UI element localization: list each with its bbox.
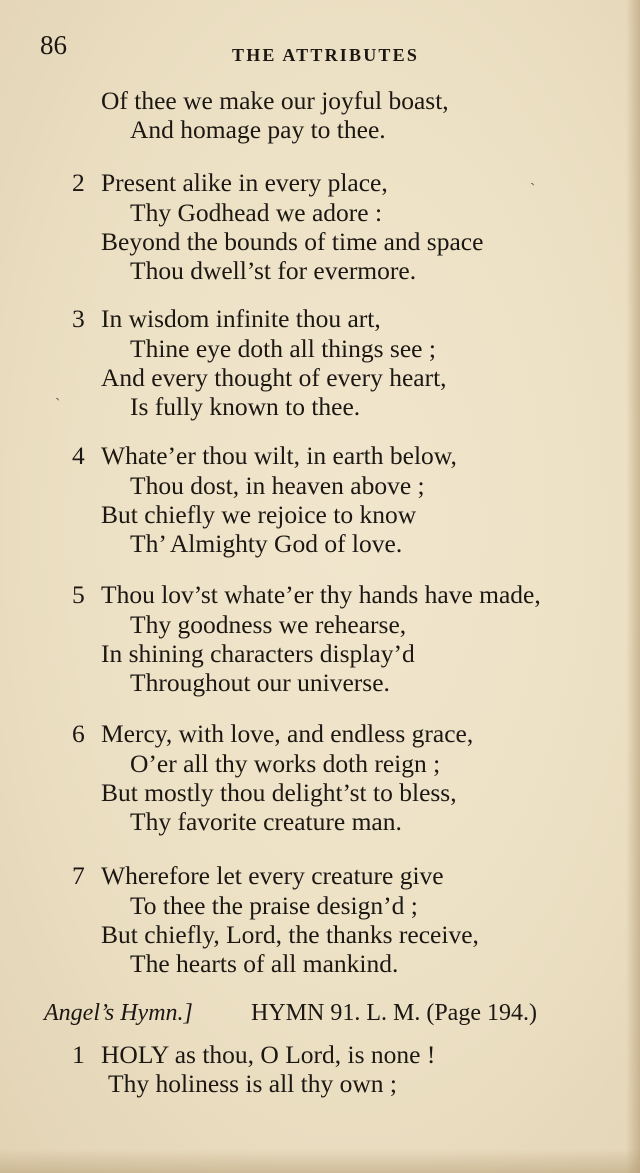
verse-line: Thy goodness we rehearse, [130,610,407,639]
verse-line: Of thee we make our joyful boast, [101,86,449,115]
page-edge-shadow [626,0,640,1173]
stanza-number: 6 [72,719,85,748]
verse-line: Thine eye doth all things see ; [130,334,436,363]
paper-speck: ˋ [530,181,536,198]
verse-line: Beyond the bounds of time and space [101,227,484,256]
verse-line: Thy holiness is all thy own ; [108,1069,397,1098]
page-number: 86 [40,30,67,60]
running-head: THE ATTRIBUTES [232,45,420,65]
page-bottom-shadow [0,1149,640,1173]
paper-speck: ˋ [55,396,61,413]
verse-line: But chiefly, Lord, the thanks receive, [101,920,479,949]
verse-line: Throughout our universe. [130,668,390,697]
verse-line: To thee the praise design’d ; [130,891,418,920]
verse-line: Is fully known to thee. [130,392,361,421]
verse-line: Whate’er thou wilt, in earth below, [101,441,457,470]
verse-line: But chiefly we rejoice to know [101,500,417,529]
verse-line: In shining characters display’d [101,639,415,668]
hymn-heading: HYMN 91. L. M. (Page 194.) [251,1000,537,1026]
verse-line: And homage pay to thee. [130,115,386,144]
verse-line: Mercy, with love, and endless grace, [101,719,474,748]
stanza-number: 2 [72,168,85,197]
verse-line: Thou dwell’st for evermore. [130,256,417,285]
tune-name: Angel’s Hymn.] [44,1000,193,1026]
verse-line: Thy favorite creature man. [130,807,402,836]
verse-line: Present alike in every place, [101,168,388,197]
stanza-number: 4 [72,441,85,470]
verse-line: The hearts of all mankind. [130,949,399,978]
stanza-number: 3 [72,304,85,333]
stanza-number: 1 [72,1040,85,1069]
verse-line: Th’ Almighty God of love. [130,529,403,558]
verse-line: Wherefore let every creature give [101,861,444,890]
verse-line: But mostly thou delight’st to bless, [101,778,457,807]
verse-line: O’er all thy works doth reign ; [130,749,441,778]
verse-line: And every thought of every heart, [101,363,447,392]
stanza-number: 5 [72,580,85,609]
verse-line: Thou dost, in heaven above ; [130,471,425,500]
stanza-number: 7 [72,861,85,890]
verse-line: HOLY as thou, O Lord, is none ! [101,1040,436,1069]
verse-line: Thy Godhead we adore : [130,198,383,227]
verse-line: In wisdom infinite thou art, [101,304,381,333]
verse-line: Thou lov’st whate’er thy hands have made, [101,580,541,609]
